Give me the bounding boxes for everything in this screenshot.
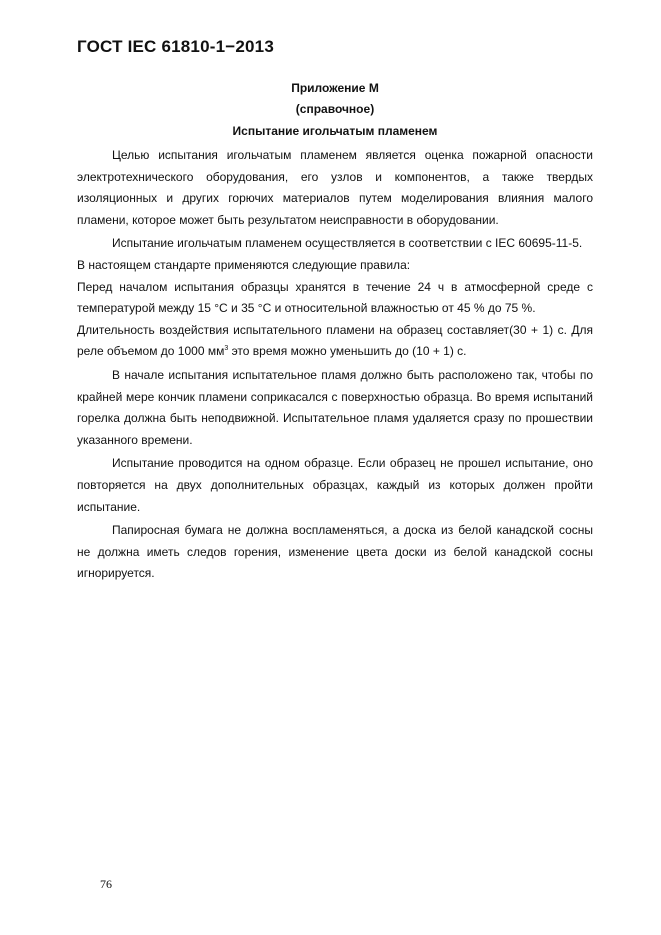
paragraph-conditioning: Перед началом испытания образцы хранятся в течение 24 ч в атмосферной среде с температурой между 15 °С и 35 °С и относительной влажностью от 45 % до 75 %. bbox=[77, 279, 593, 316]
body-text bbox=[77, 145, 593, 585]
appendix-title: Приложение М bbox=[291, 81, 379, 95]
duration-text-end: это время можно уменьшить до (10 + 1) с. bbox=[228, 344, 467, 359]
document-code: ГОСТ IEC 61810-1−2013 bbox=[77, 37, 274, 56]
duration-text-start: Длительность воздействия испытательного пламени на образец составляет(30 + 1) с. Для реле объемом до 1000 мм bbox=[77, 322, 593, 359]
paragraph-standard-reference: Испытание игольчатым пламенем осуществляется в соответствии с IEC 60695-11-5. bbox=[112, 236, 583, 251]
paragraph-flame-position: В начале испытания испытательное пламя должно быть расположено так, чтобы по крайней мере кончик пламени соприкасался с поверхностью образца. Во время испытаний горелка должна быть неподвижной. Испытательное пламя удаляется сразу по прошествии указанного времени. bbox=[77, 367, 593, 447]
paragraph-duration bbox=[77, 320, 593, 363]
cubic-superscript: 3 bbox=[224, 345, 229, 353]
appendix-subject: Испытание игольчатым пламенем bbox=[232, 124, 438, 138]
paragraph-criteria: Папиросная бумага не должна воспламеняться, а доска из белой канадской сосны не должна иметь следов горения, изменение цвета доски из белой канадской сосны игнорируется. bbox=[77, 523, 593, 581]
page-number: 76 bbox=[100, 877, 112, 891]
paragraph-purpose: Целью испытания игольчатым пламенем является оценка пожарной опасности электротехнического оборудования, его узлов и компонентов, а также твердых изоляционных и других горючих материалов путем моделирования влияния малого пламени, которое может быть результатом неисправности в оборудовании. bbox=[77, 148, 593, 227]
paragraph-rules-intro: В настоящем стандарте применяются следующие правила: bbox=[77, 257, 411, 272]
appendix-type: (справочное) bbox=[295, 102, 375, 116]
paragraph-sample-count: Испытание проводится на одном образце. Если образец не прошел испытание, оно повторяется на двух дополнительных образцах, каждый из которых должен пройти испытание. bbox=[77, 456, 593, 514]
